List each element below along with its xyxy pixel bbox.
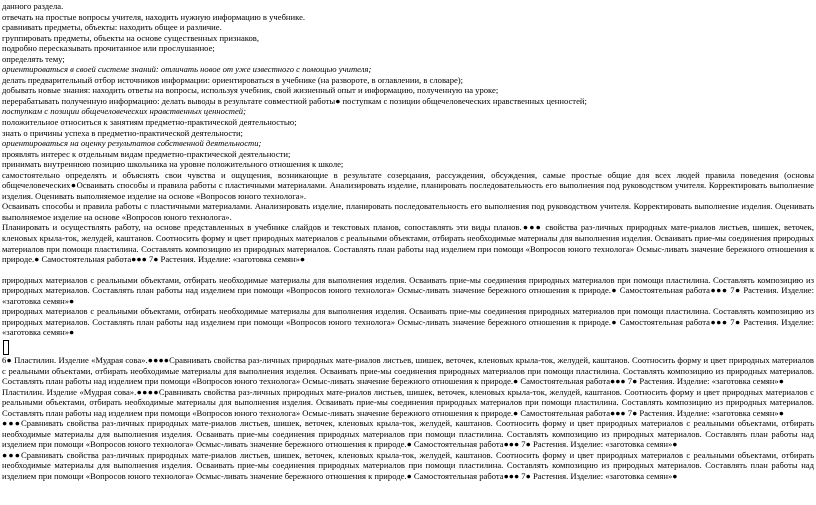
text-line: делать предварительный отбор источников информации: ориентироваться в учебнике (на развороте, в оглавлении, в словаре); (2, 74, 464, 85)
text-line: группировать предметы, объекты на основе существенных признаков, (2, 32, 260, 43)
paragraph: природных материалов с реальными объектами, отбирать необходимые материалы для выполнения изделия. Осваивать прие-мы соединения природных материалов при помощи пластилина. Составлять композицию из природных материалов. Составлять план работы над изделием при помощи «Вопросов юного технолога» Осмыс-ливать значение бережного отношения к природе.● Самостоятельная работа●●● 7● Растения. Изделие: «заготовка семян»● (2, 274, 814, 306)
text-line: подробно пересказывать прочитанное или прослушанное; (2, 43, 215, 54)
text-line: ориентироваться в своей системе знаний: отличать новое от уже известного с помощью учителя; (2, 64, 372, 75)
paragraph: 6● Пластилин. Изделие «Мудрая сова».●●●●Сравнивать свойства раз-личных природных мате-риалов листьев, шишек, веточек, кленовых крыла-ток, желудей, каштанов. Соотносить форму и цвет природных материалов с реальными объектами, отбирать необходимые материалы для выполнения изделия. Осваивать прие-мы соединения природных материалов при помощи пластилина. Составлять композицию из природных материалов. Составлять план работы над изделием при помощи «Вопросов юного технолога» Осмыс-ливать значение бережного отношения к природе.● Самостоятельная работа●●● 7● Растения. Изделие: «заготовка семян»● (2, 354, 814, 387)
paragraph: ●●●Сравнивать свойства раз-личных природных мате-риалов листьев, шишек, веточек, кленовых крыла-ток, желудей, каштанов. Соотносить форму и цвет природных материалов с реальными объектами, отбирать необходимые материалы для выполнения изделия. Осваивать прие-мы соединения природных материалов при помощи пластилина. Составлять композицию из природных материалов. Составлять план работы над изделием при помощи «Вопросов юного технолога» Осмыс-ливать значение бережного отношения к природе.● Самостоятельная работа●●● 7● Растения. Изделие: «заготовка семян»● (2, 449, 814, 481)
text-cursor-box (3, 340, 9, 355)
text-line: добывать новые знания: находить ответы на вопросы, используя учебник, свой жизненный опыт и информацию, полученную на уроке; (2, 85, 499, 96)
paragraph: Пластилин. Изделие «Мудрая сова».●●●●Сравнивать свойства раз-личных природных мате-риалов листьев, шишек, веточек, кленовых крыла-ток, желудей, каштанов. Соотносить форму и цвет природных материалов с реальными объектами, отбирать необходимые материалы для выполнения изделия. Осваивать прие-мы соединения природных материалов при помощи пластилина. Составлять композицию из природных материалов. Составлять план работы над изделием при помощи «Вопросов юного технолога» Осмыс-ливать значение бережного отношения к природе.● Самостоятельная работа●●● 7● Растения. Изделие: «заготовка семян»● (2, 386, 814, 418)
paragraph: самостоятельно определять и объяснять свои чувства и ощущения, возникающие в результате созерцания, рассуждения, обсуждения, самые простые общие для всех людей правила поведения (основы общечеловеческих●Осваивать способы и правила работы с пластичными материалами. Анализировать изделие, планировать последовательность его выполнения под руководством учителя. Корректировать выполнение изделия. Оценивать выполняемое изделие на основе «Вопросов юного технолога». (2, 169, 814, 201)
text-line: определять тему; (2, 53, 65, 64)
text-line: сравнивать предметы, объекты: находить общее и различие. (2, 22, 222, 33)
paragraph: Планировать и осуществлять работу, на основе представленных в учебнике слайдов и текстовых планов, сопоставлять эти виды планов.●●● свойства раз-личных природных мате-риалов листьев, шишек, веточек, кленовых крыла-ток, желудей, каштанов. Соотносить форму и цвет природных материалов с реальными объектами, отбирать необходимые материалы для выполнения изделия. Осваивать прие-мы соединения природных материалов при помощи пластилина. Составлять композицию из природных материалов. Составлять план работы над изделием при помощи «Вопросов юного технолога» Осмыс-ливать значение бережного отношения к природе.● Самостоятельная работа●●● 7● Растения. Изделие: «заготовка семян»● (2, 222, 814, 265)
text-line: перерабатывать полученную информацию: делать выводы в результате совместной работы● поступкам с позиции общечеловеческих нравственных ценностей; (2, 95, 587, 106)
text-line: знать о причины успеха в предметно-практической деятельности; (2, 127, 243, 138)
spacer (2, 265, 814, 275)
paragraph: Осваивать способы и правила работы с пластичными материалами. Анализировать изделие, планировать последовательность его выполнения под руководством учителя. Корректировать выполнение изделия. Оценивать выполняемое изделие на основе «Вопросов юного технолога». (2, 201, 814, 222)
paragraph: природных материалов с реальными объектами, отбирать необходимые материалы для выполнения изделия. Осваивать прие-мы соединения природных материалов при помощи пластилина. Составлять композицию из природных материалов. Составлять план работы над изделием при помощи «Вопросов юного технолога» Осмыс-ливать значение бережного отношения к природе.● Самостоятельная работа●●● 7● Растения. Изделие: «заготовка семян»● (2, 306, 814, 338)
paragraph: ●●●Сравнивать свойства раз-личных природных мате-риалов листьев, шишек, веточек, кленовых крыла-ток, желудей, каштанов. Соотносить форму и цвет природных материалов с реальными объектами, отбирать необходимые материалы для выполнения изделия. Осваивать прие-мы соединения природных материалов при помощи пластилина. Составлять композицию из природных материалов. Составлять план работы над изделием при помощи «Вопросов юного технолога» Осмыс-ливать значение бережного отношения к природе.● Самостоятельная работа●●● 7● Растения. Изделие: «заготовка семян»● (2, 418, 814, 450)
text-line: принимать внутреннюю позицию школьника на уровне положительного отношения к школе; (2, 159, 344, 170)
text-line: отвечать на простые вопросы учителя, находить нужную информацию в учебнике. (2, 11, 306, 22)
text-line: положительное относиться к занятиям предметно-практической деятельностью; (2, 117, 297, 128)
text-line: поступкам с позиции общечеловеческих нравственных ценностей; (2, 106, 246, 117)
text-line: проявлять интерес к отдельным видам предметно-практической деятельности; (2, 148, 291, 159)
text-line: ориентироваться на оценку результатов собственной деятельности; (2, 138, 262, 149)
text-line: данного раздела. (2, 1, 64, 11)
